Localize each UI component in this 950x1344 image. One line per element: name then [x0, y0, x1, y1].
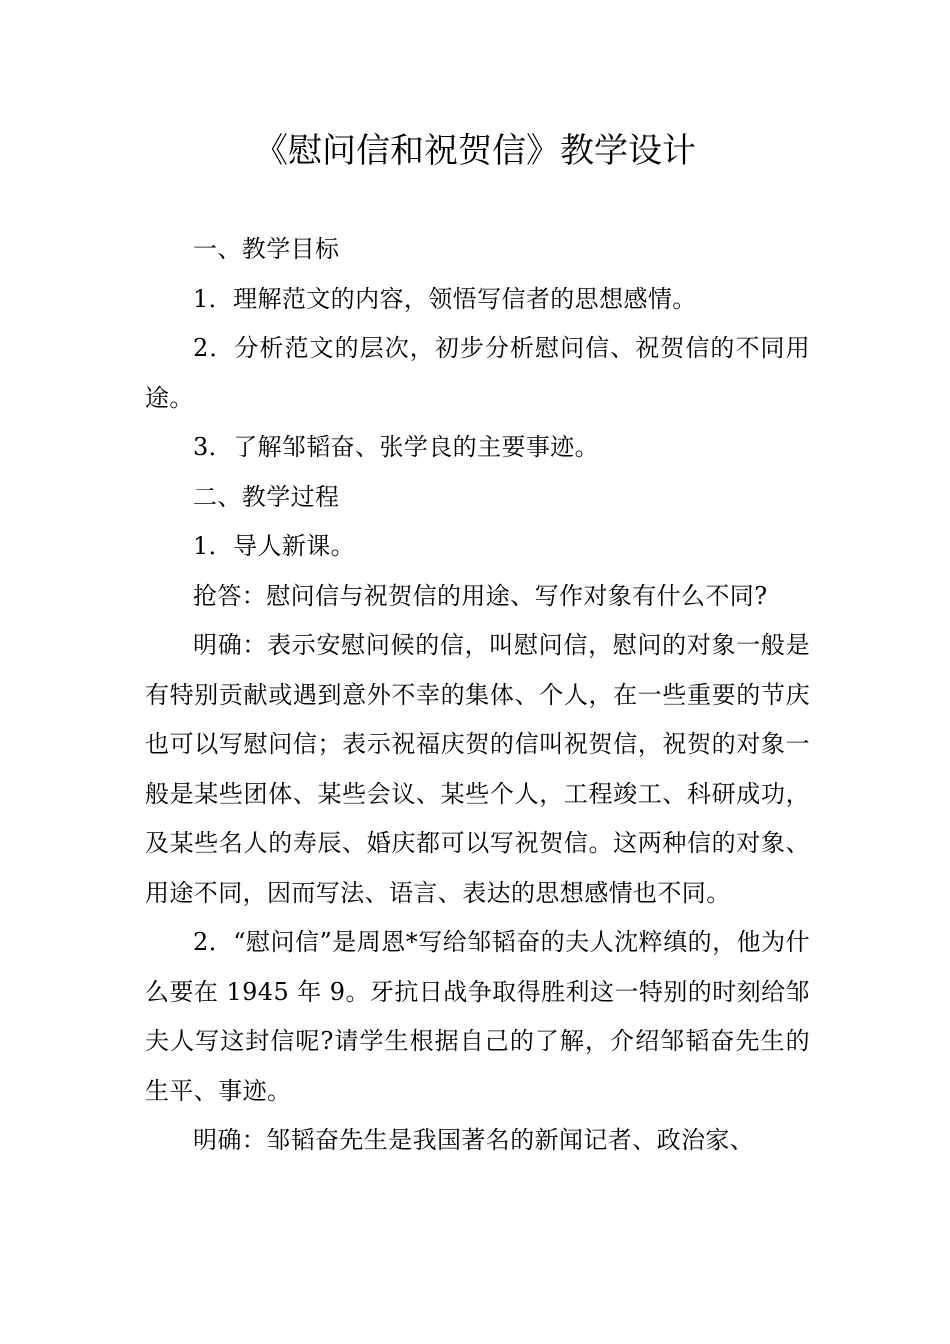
answer-paragraph-1: 明确：表示安慰问候的信，叫慰问信，慰问的对象一般是有特别贡献或遇到意外不幸的集体、个人，在一些重要的节庆也可以写慰问信；表示祝福庆贺的信叫祝贺信，祝贺的对象一般是某些团体、某些会议、某些个人，工程竣工、科研成功，及某些名人的寿辰、婚庆都可以写祝贺信。这两种信的对象、用途不同，因而写法、语言、表达的思想感情也不同。	[145, 631, 810, 907]
objective-item-2: 2．分析范文的层次，初步分析慰问信、祝贺信的不同用途。	[145, 334, 810, 412]
objective-item-3: 3．了解邹韬奋、张学良的主要事迹。	[193, 433, 600, 461]
document-title: 《慰问信和祝贺信》教学设计	[254, 131, 696, 171]
process-step-1: 1．导人新课。	[193, 532, 356, 560]
process-step-2: 2．“慰问信”是周恩*写给邹韬奋的夫人沈粹缜的，他为什么要在 1945 年 9。牙抗日战争取得胜利这一特别的时刻给邹夫人写这封信呢?请学生根据自己的了解，介绍邹韬奋先生的生平、事迹。	[145, 928, 810, 1105]
quick-question-paragraph: 抢答：慰问信与祝贺信的用途、写作对象有什么不同?	[193, 581, 768, 610]
document-body	[145, 225, 810, 1166]
section-heading-process: 二、教学过程	[193, 482, 340, 511]
section-heading-objectives: 一、教学目标	[193, 235, 340, 263]
objective-item-1: 1．理解范文的内容，领悟写信者的思想感情。	[193, 284, 697, 313]
answer-paragraph-2: 明确：邹韬奋先生是我国著名的新闻记者、政治家、	[193, 1126, 755, 1154]
